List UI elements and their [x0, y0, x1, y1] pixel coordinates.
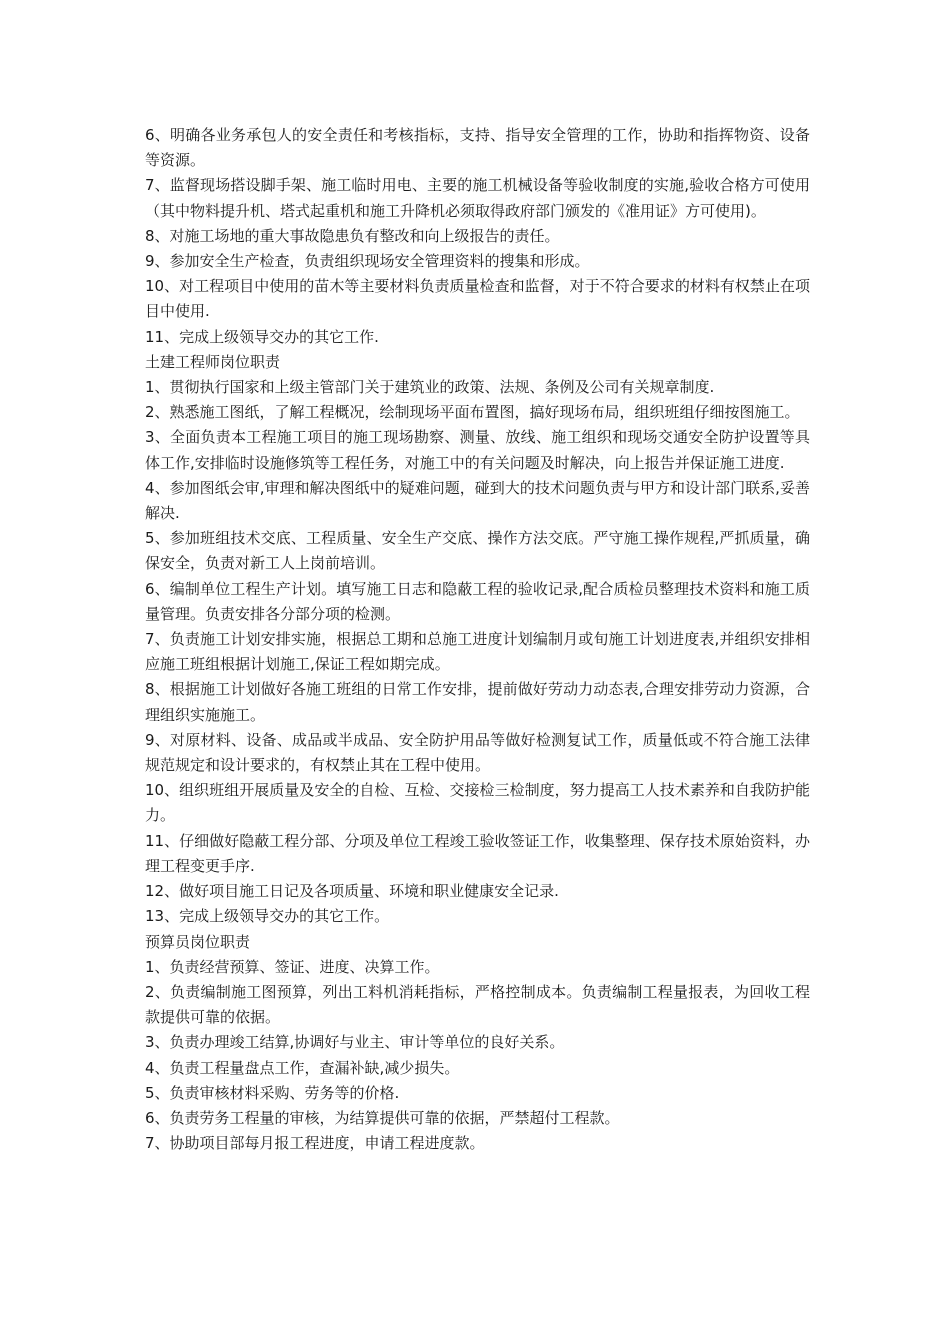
duty-item: 2、熟悉施工图纸，了解工程概况，绘制现场平面布置图，搞好现场布局，组织班组仔细按图施工。 [145, 403, 800, 422]
duty-item: 7、协助项目部每月报工程进度，申请工程进度款。 [145, 1134, 485, 1153]
duty-item: 11、仔细做好隐蔽工程分部、分项及单位工程竣工验收签证工作，收集整理、保存技术原始资料，办理工程变更手序. [145, 831, 810, 875]
document-body [145, 123, 810, 1156]
duty-item: 8、根据施工计划做好各施工班组的日常工作安排，提前做好劳动力动态表,合理安排劳动力资源，合理组织实施施工。 [145, 680, 810, 724]
duty-item: 3、负责办理竣工结算,协调好与业主、审计等单位的良好关系。 [145, 1033, 565, 1052]
duty-item: 3、全面负责本工程施工项目的施工现场勘察、测量、放线、施工组织和现场交通安全防护设置等具体工作,安排临时设施修筑等工程任务，对施工中的有关问题及时解决，向上报告并保证施工进度. [145, 428, 810, 472]
duty-item: 4、负责工程量盘点工作，查漏补缺,减少损失。 [145, 1058, 460, 1077]
section-title-budget-officer: 预算员岗位职责 [145, 932, 251, 951]
duty-item: 5、参加班组技术交底、工程质量、安全生产交底、操作方法交底。严守施工操作规程,严抓质量，确保安全，负责对新工人上岗前培训。 [145, 529, 810, 573]
duty-item: 11、完成上级领导交办的其它工作. [145, 327, 379, 346]
duty-item: 12、做好项目施工日记及各项质量、环境和职业健康安全记录. [145, 882, 559, 901]
duty-item: 9、对原材料、设备、成品或半成品、安全防护用品等做好检测复试工作，质量低或不符合施工法律规范规定和设计要求的，有权禁止其在工程中使用。 [145, 730, 810, 775]
duty-item: 6、编制单位工程生产计划。填写施工日志和隐蔽工程的验收记录,配合质检员整理技术资料和施工质量管理。负责安排各分部分项的检测。 [145, 579, 810, 623]
duty-item: 9、参加安全生产检查，负责组织现场安全管理资料的搜集和形成。 [145, 252, 590, 271]
duty-item: 2、负责编制施工图预算，列出工料机消耗指标，严格控制成本。负责编制工程量报表，为回收工程款提供可靠的依据。 [145, 982, 810, 1027]
duty-item: 8、对施工场地的重大事故隐患负有整改和向上级报告的责任。 [145, 226, 560, 245]
duty-item: 10、对工程项目中使用的苗木等主要材料负责质量检查和监督，对于不符合要求的材料有权禁止在项目中使用. [145, 277, 810, 321]
duty-item: 1、贯彻执行国家和上级主管部门关于建筑业的政策、法规、条例及公司有关规章制度. [145, 378, 715, 397]
duty-item: 10、组织班组开展质量及安全的自检、互检、交接检三检制度，努力提高工人技术素养和自我防护能力。 [145, 781, 810, 825]
duty-item: 6、负责劳务工程量的审核，为结算提供可靠的依据，严禁超付工程款。 [145, 1108, 620, 1127]
duty-item: 4、参加图纸会审,审理和解决图纸中的疑难问题，碰到大的技术问题负责与甲方和设计部门联系,妥善解决. [145, 478, 810, 523]
duty-item: 13、完成上级领导交办的其它工作。 [145, 907, 390, 926]
duty-item: 1、负责经营预算、签证、进度、决算工作。 [145, 957, 440, 976]
duty-item: 7、负责施工计划安排实施，根据总工期和总施工进度计划编制月或旬施工计划进度表,并组织安排相应施工班组根据计划施工,保证工程如期完成。 [145, 630, 810, 674]
duty-item: 6、明确各业务承包人的安全责任和考核指标，支持、指导安全管理的工作，协助和指挥物资、设备等资源。 [145, 126, 810, 170]
duty-item: 5、负责审核材料采购、劳务等的价格. [145, 1083, 400, 1102]
duty-item: 7、监督现场搭设脚手架、施工临时用电、主要的施工机械设备等验收制度的实施,验收合格方可使用（其中物料提升机、塔式起重机和施工升降机必须取得政府部门颁发的《准用证》方可使用)。 [145, 176, 810, 220]
section-title-civil-engineer: 土建工程师岗位职责 [145, 352, 281, 371]
